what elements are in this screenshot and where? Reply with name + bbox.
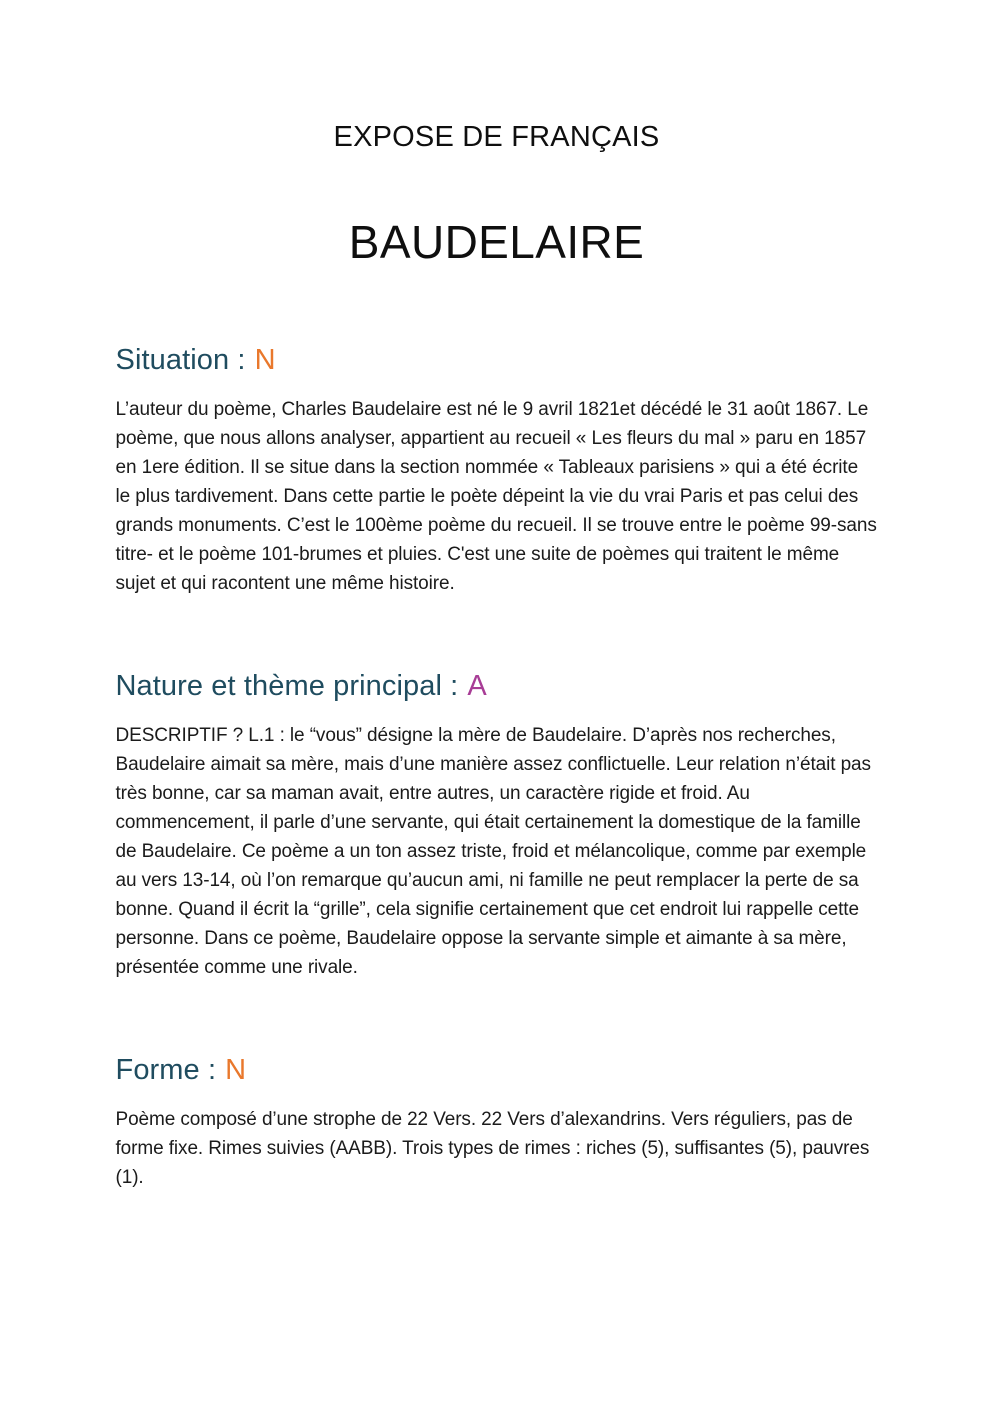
section-nature-theme-paragraph: DESCRIPTIF ? L.1 : le “vous” désigne la mère de Baudelaire. D’après nos recherches, Baudelaire aimait sa mère, mais d’une manière assez conflictuelle. Leur relation n’était pas très bonne, car sa maman avait, entre autres, un caractère rigide et froid. Au commencement, il parle d’une servante, qui était certainement la domestique de la famille de Baudelaire. Ce poème a un ton assez triste, froid et mélancolique, comme par exemple au vers 13-14, où l’on remarque qu’aucun ami, ni famille ne peut remplacer la perte de sa bonne. Quand il écrit la “grille”, cela signifie certainement que cet endroit lui rappelle cette personne. Dans ce poème, Baudelaire oppose la servante simple et aimante à sa mère, présentée comme une rivale. xyxy=(115,725,871,978)
section-forme-heading-label: Forme : xyxy=(115,1054,217,1086)
section-nature-theme-heading-label: Nature et thème principal : xyxy=(115,670,459,702)
section-forme-paragraph: Poème composé d’une strophe de 22 Vers. 22 Vers d’alexandrins. Vers réguliers, pas de forme fixe. Rimes suivies (AABB). Trois types de rimes : riches (5), suffisantes (5), pauvres (1). xyxy=(115,1109,870,1188)
section-situation-grade: N xyxy=(254,344,276,376)
section-nature-theme-heading xyxy=(116,666,878,706)
section-nature-theme-grade: A xyxy=(467,670,487,702)
section-situation-paragraph: L’auteur du poème, Charles Baudelaire est né le 9 avril 1821et décédé le 31 août 1867. Le poème, que nous allons analyser, appartient au recueil « Les fleurs du mal » paru en 1857 en 1ere édition. Il se situe dans la section nommée « Tableaux parisiens » qui a été écrite le plus tardivement. Dans cette partie le poète dépeint la vie du vrai Paris et pas celui des grands monuments. C’est le 100ème poème du recueil. Il se trouve entre le poème 99-sans titre- et le poème 101-brumes et pluies. C'est une suite de poèmes qui traitent le même sujet et qui racontent une même histoire. xyxy=(115,399,877,594)
section-situation xyxy=(116,340,878,598)
document-page xyxy=(116,0,878,1392)
section-situation-heading xyxy=(116,340,878,380)
section-forme-grade: N xyxy=(225,1054,247,1086)
section-forme xyxy=(116,1050,878,1192)
document-supertitle: EXPOSE DE FRANÇAIS xyxy=(333,121,660,153)
section-forme-heading xyxy=(116,1050,878,1090)
section-situation-heading-label: Situation : xyxy=(115,344,246,376)
section-nature-theme xyxy=(116,666,878,982)
document-title: BAUDELAIRE xyxy=(348,216,645,268)
